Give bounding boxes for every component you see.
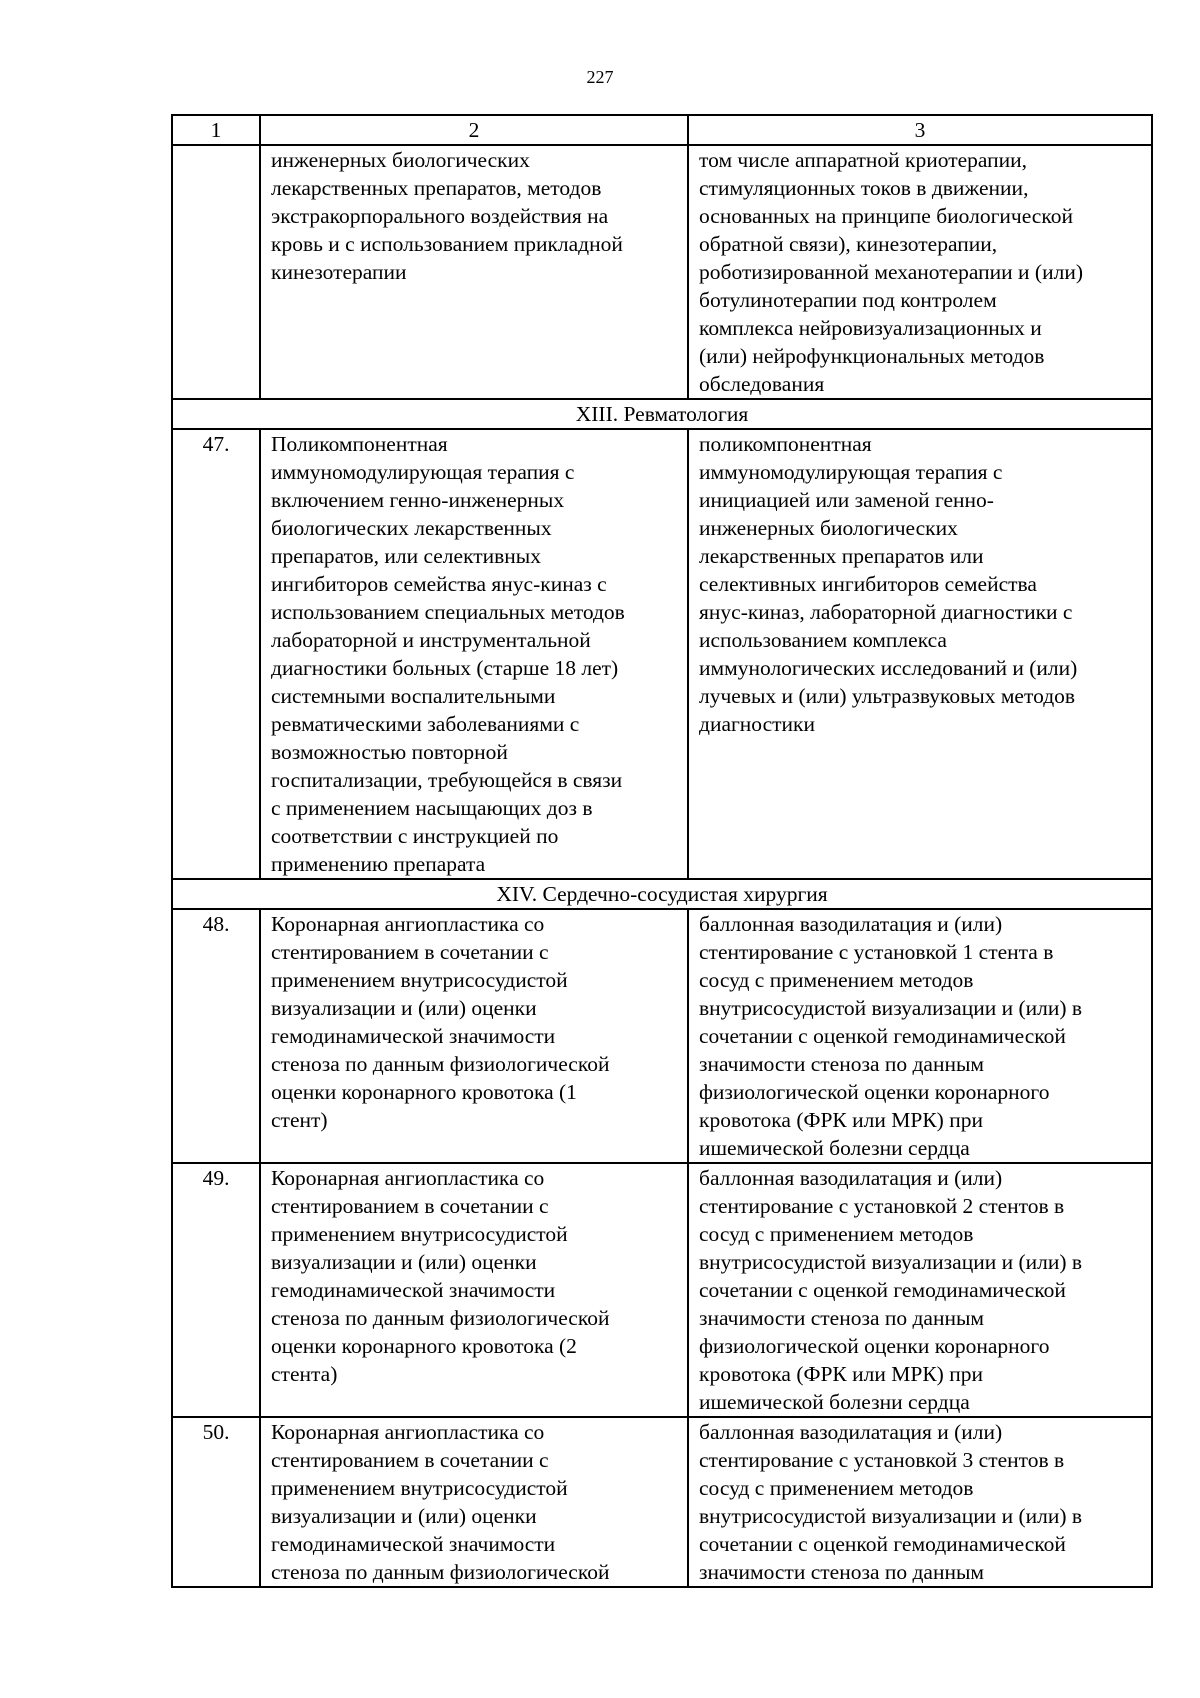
row-number: 48. — [202, 912, 230, 936]
service-name: Коронарная ангиопластика со стентированием в сочетании с применением внутрисосудистой визуализации и (или) оценки гемодинамической значимости стеноза по данным физиологической оценки коронарного кровотока (2 стента) — [271, 1166, 610, 1386]
table-row — [172, 1417, 1152, 1587]
table-body — [172, 115, 1152, 1587]
service-method-cell — [688, 909, 1152, 1163]
service-method-cell — [688, 145, 1152, 399]
header-cell-3: 3 — [688, 115, 1152, 145]
section-row — [172, 399, 1152, 429]
service-name: инженерных биологических лекарственных препаратов, методов экстракорпорального воздействия на кровь и с использованием прикладной кинезотерапии — [271, 148, 623, 284]
page-number: 227 — [586, 67, 614, 87]
section-title: XIV. Сердечно-сосудистая хирургия — [172, 879, 1152, 909]
table-row — [172, 145, 1152, 399]
service-name-cell — [260, 1163, 688, 1417]
service-name-cell — [260, 429, 688, 879]
service-name-cell — [260, 145, 688, 399]
service-name: Коронарная ангиопластика со стентированием в сочетании с применением внутрисосудистой визуализации и (или) оценки гемодинамической значимости стеноза по данным физиологической оценки коронарного кровотока (1 стент) — [271, 912, 610, 1132]
table-row — [172, 909, 1152, 1163]
service-method-cell — [688, 429, 1152, 879]
service-method: баллонная вазодилатация и (или) стентирование с установкой 1 стента в сосуд с применением методов внутрисосудистой визуализации и (или) в сочетании с оценкой гемодинамической значимости стеноза по данным физиологической оценки коронарного кровотока (ФРК или МРК) при ишемической болезни сердца — [699, 912, 1083, 1160]
row-number: 50. — [202, 1420, 230, 1444]
header-cell-1: 1 — [172, 115, 260, 145]
service-method-cell — [688, 1163, 1152, 1417]
row-number: 47. — [202, 432, 230, 456]
service-name: Коронарная ангиопластика со стентированием в сочетании с применением внутрисосудистой визуализации и (или) оценки гемодинамической значимости стеноза по данным физиологической — [271, 1420, 610, 1584]
table-row — [172, 1163, 1152, 1417]
service-method-cell — [688, 1417, 1152, 1587]
service-method: баллонная вазодилатация и (или) стентирование с установкой 3 стентов в сосуд с применением методов внутрисосудистой визуализации и (или) в сочетании с оценкой гемодинамической значимости стеноза по данным — [699, 1420, 1083, 1584]
row-number-cell — [172, 1417, 260, 1587]
row-number: 49. — [202, 1166, 230, 1190]
service-name-cell — [260, 1417, 688, 1587]
header-row — [172, 115, 1152, 145]
services-table — [171, 114, 1153, 1588]
header-cell-2: 2 — [260, 115, 688, 145]
service-method: поликомпонентная иммуномодулирующая терапия с инициацией или заменой генно- инженерных биологических лекарственных препаратов или селективных ингибиторов семейства янус-киназ, лабораторной диагностики с использованием комплекса иммунологических исследований и (или) лучевых и (или) ультразвуковых методов диагностики — [699, 432, 1078, 736]
row-number-cell — [172, 145, 260, 399]
service-method: баллонная вазодилатация и (или) стентирование с установкой 2 стентов в сосуд с применением методов внутрисосудистой визуализации и (или) в сочетании с оценкой гемодинамической значимости стеноза по данным физиологической оценки коронарного кровотока (ФРК или МРК) при ишемической болезни сердца — [699, 1166, 1083, 1414]
table-row — [172, 429, 1152, 879]
service-method: том числе аппаратной криотерапии, стимуляционных токов в движении, основанных на принципе биологической обратной связи), кинезотерапии, роботизированной механотерапии и (или) ботулинотерапии под контролем комплекса нейровизуализационных и (или) нейрофункциональных методов обследования — [699, 148, 1083, 396]
service-name-cell — [260, 909, 688, 1163]
row-number-cell — [172, 909, 260, 1163]
service-name: Поликомпонентная иммуномодулирующая терапия с включением генно-инженерных биологических лекарственных препаратов, или селективных ингибиторов семейства янус-киназ с использованием специальных методов лабораторной и инструментальной диагностики больных (старше 18 лет) системными воспалительными ревматическими заболеваниями с возможностью повторной госпитализации, требующейся в связи с применением насыщающих доз в соответствии с инструкцией по применению препарата — [271, 432, 625, 876]
section-row — [172, 879, 1152, 909]
section-title: XIII. Ревматология — [172, 399, 1152, 429]
row-number-cell — [172, 429, 260, 879]
row-number-cell — [172, 1163, 260, 1417]
